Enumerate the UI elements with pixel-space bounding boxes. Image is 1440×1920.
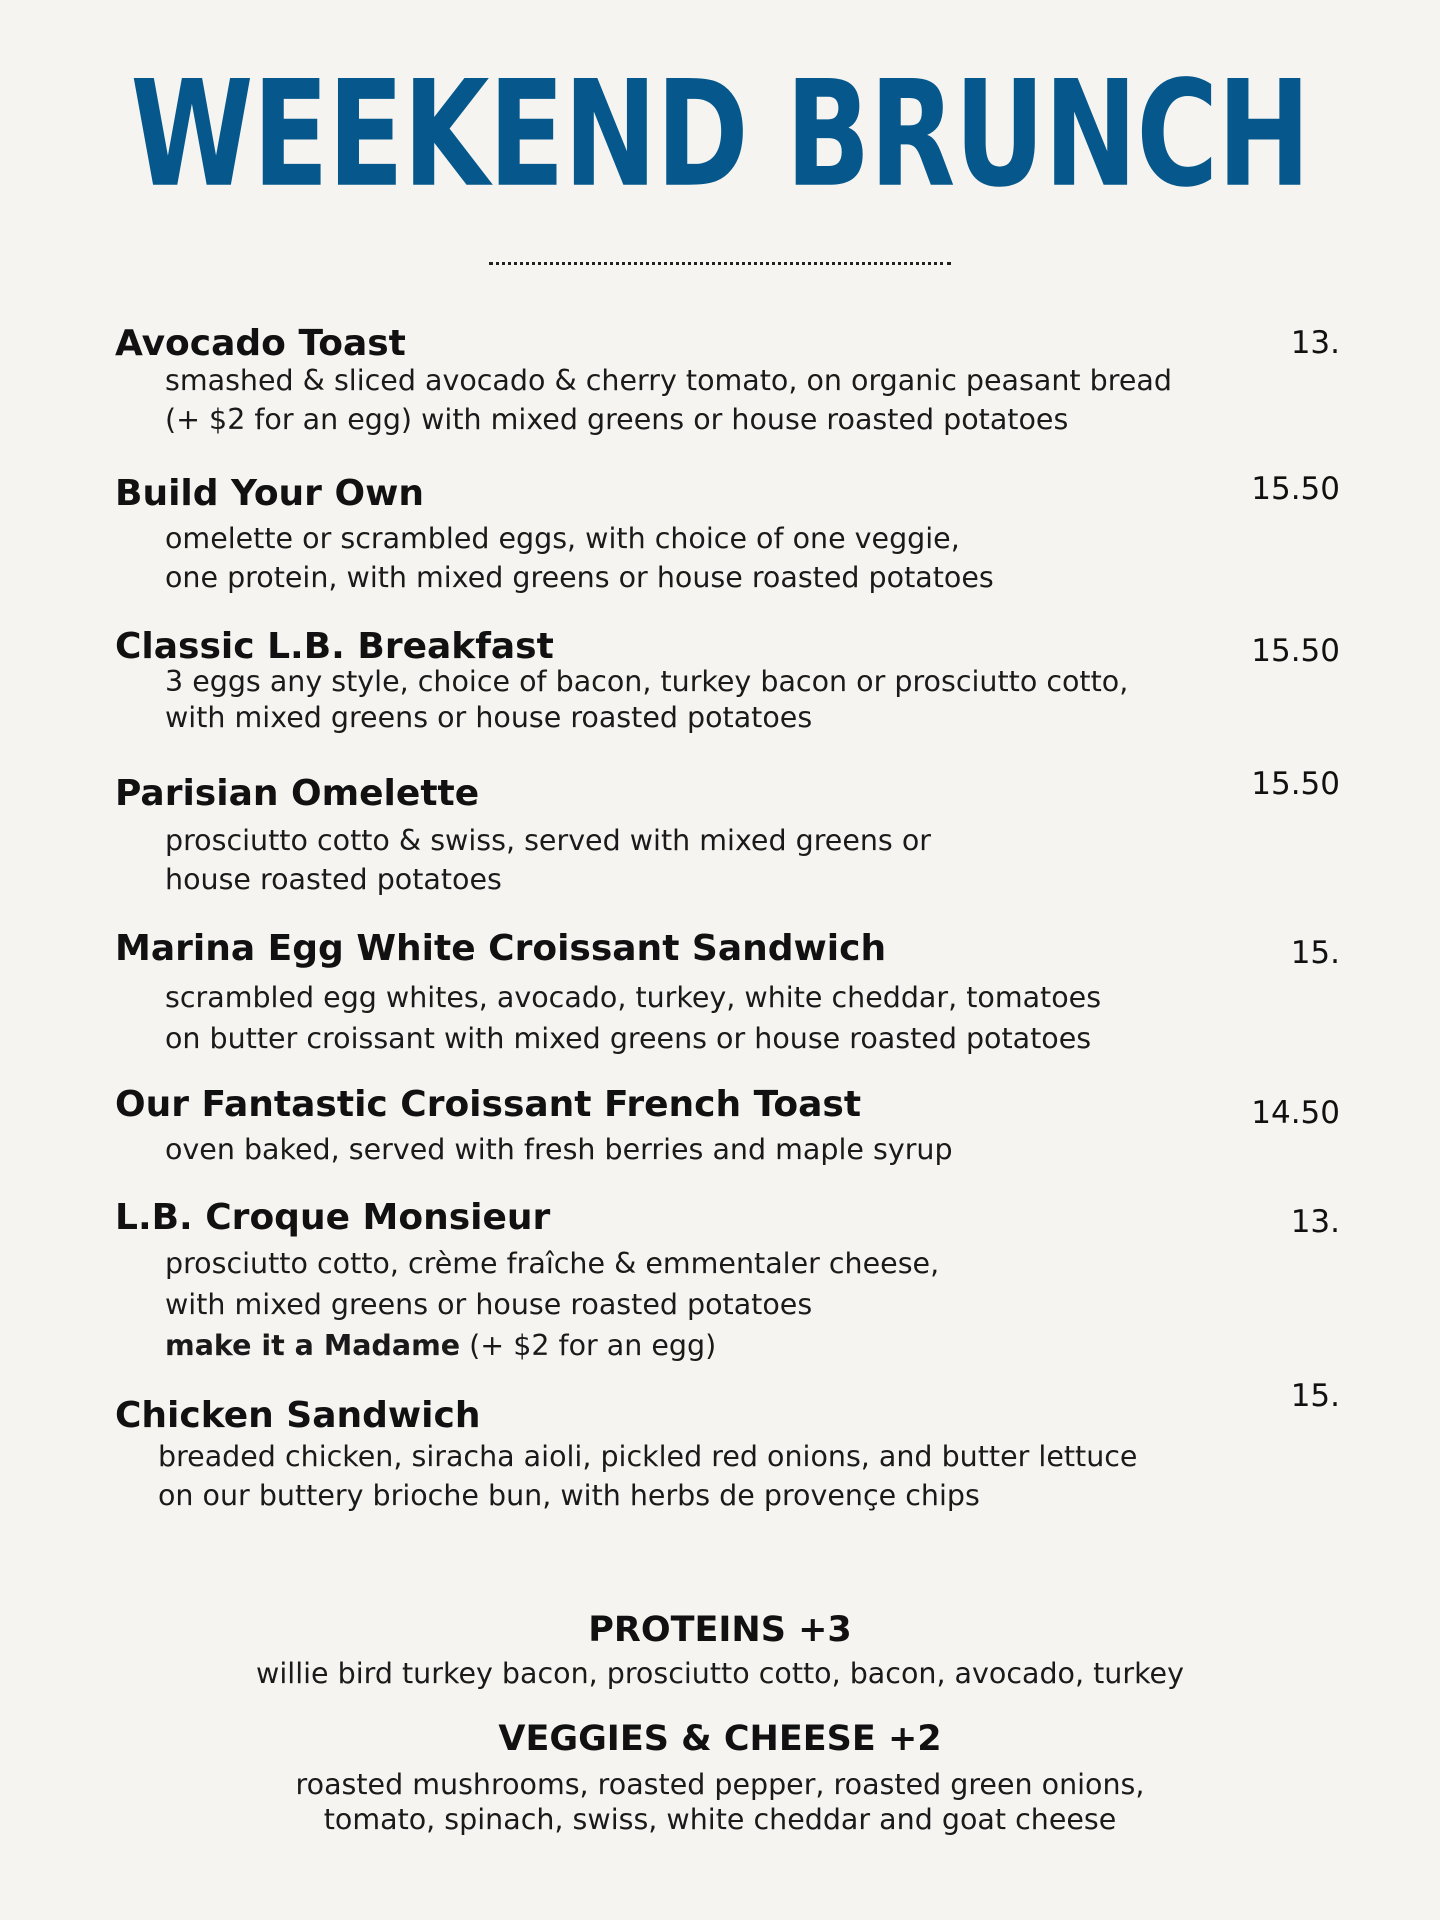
item-price: 15. <box>1290 935 1340 971</box>
veggies-text-line: tomato, spinach, swiss, white cheddar and goat cheese <box>323 1803 1117 1836</box>
item-price: 13. <box>1290 325 1340 361</box>
menu-title: WEEKEND BRUNCH <box>130 50 1310 221</box>
description-line: house roasted potatoes <box>165 863 502 896</box>
item-description <box>165 977 1101 1059</box>
item-description <box>158 1437 1137 1515</box>
description-line: omelette or scrambled eggs, with choice of one veggie, <box>165 522 960 555</box>
item-name: Parisian Omelette <box>115 773 480 814</box>
madame-upgrade-label: make it a Madame <box>165 1329 461 1362</box>
description-line: with mixed greens or house roasted potatoes <box>165 701 813 734</box>
item-description <box>165 1243 939 1366</box>
veggies-text-line: roasted mushrooms, roasted pepper, roasted green onions, <box>295 1768 1145 1801</box>
veggies-list <box>0 1767 1440 1837</box>
item-name: Avocado Toast <box>115 323 406 364</box>
description-line: oven baked, served with fresh berries and maple syrup <box>165 1133 953 1166</box>
description-line: 3 eggs any style, choice of bacon, turkey bacon or prosciutto cotto, <box>165 665 1129 698</box>
description-line: with mixed greens or house roasted potatoes <box>165 1288 813 1321</box>
description-line: prosciutto cotto, crème fraîche & emmentaler cheese, <box>165 1247 940 1280</box>
item-name: Marina Egg White Croissant Sandwich <box>115 928 887 969</box>
item-name: Build Your Own <box>115 473 424 514</box>
description-line: (+ $2 for an egg) with mixed greens or house roasted potatoes <box>165 403 1069 436</box>
item-price: 15.50 <box>1251 471 1340 507</box>
description-line: on butter croissant with mixed greens or house roasted potatoes <box>165 1022 1092 1055</box>
item-name: Chicken Sandwich <box>115 1395 481 1436</box>
item-name: L.B. Croque Monsieur <box>115 1197 551 1238</box>
madame-upgrade <box>165 1325 939 1366</box>
madame-upgrade-price: (+ $2 for an egg) <box>460 1329 717 1362</box>
item-price: 13. <box>1290 1204 1340 1240</box>
description-line: prosciutto cotto & swiss, served with mixed greens or <box>165 824 931 857</box>
description-line: one protein, with mixed greens or house roasted potatoes <box>165 561 994 594</box>
description-line: smashed & sliced avocado & cherry tomato, on organic peasant bread <box>165 364 1172 397</box>
item-price: 14.50 <box>1251 1095 1340 1131</box>
proteins-text: willie bird turkey bacon, prosciutto cotto, bacon, avocado, turkey <box>256 1657 1184 1690</box>
item-price: 15.50 <box>1251 766 1340 802</box>
item-name: Our Fantastic Croissant French Toast <box>115 1084 862 1125</box>
item-price: 15.50 <box>1251 633 1340 669</box>
proteins-list <box>0 1656 1440 1691</box>
veggies-heading: VEGGIES & CHEESE +2 <box>498 1719 942 1759</box>
item-description <box>165 664 1128 736</box>
description-line: on our buttery brioche bun, with herbs de provençe chips <box>158 1479 980 1512</box>
item-name: Classic L.B. Breakfast <box>115 626 554 667</box>
item-description <box>165 361 1172 439</box>
item-description <box>165 821 931 899</box>
description-line: scrambled egg whites, avocado, turkey, white cheddar, tomatoes <box>165 981 1102 1014</box>
title-divider <box>489 262 951 265</box>
item-description <box>165 1130 953 1169</box>
description-line: breaded chicken, siracha aioli, pickled red onions, and butter lettuce <box>158 1440 1138 1473</box>
item-price: 15. <box>1290 1378 1340 1414</box>
item-description <box>165 519 994 597</box>
proteins-heading: PROTEINS +3 <box>588 1610 852 1650</box>
